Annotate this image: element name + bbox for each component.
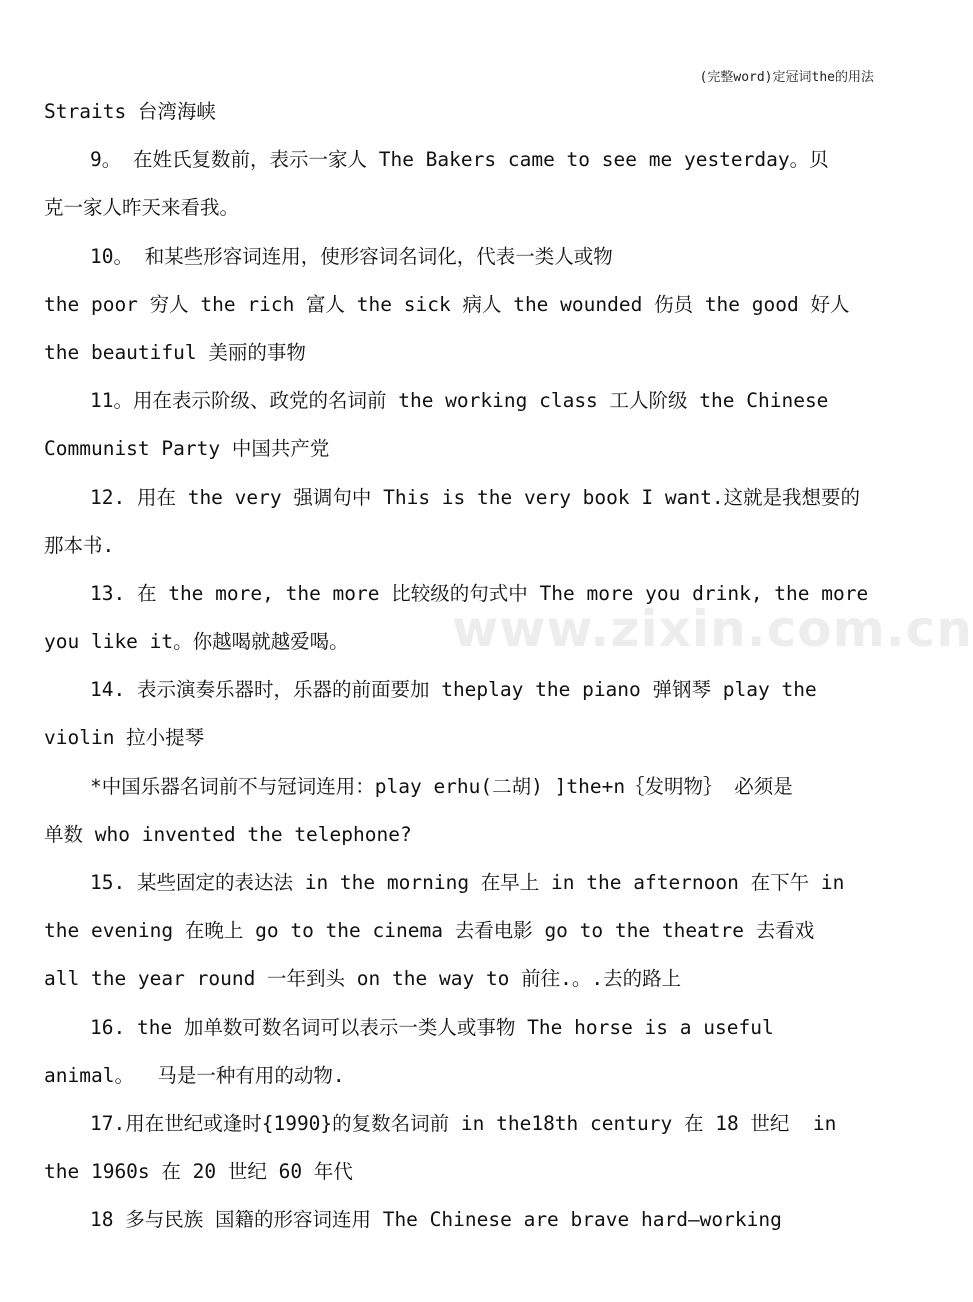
page-header: (完整word)定冠词the的用法 (699, 70, 874, 85)
text-line: 11。用在表示阶级、政党的名词前 the working class 工人阶级 the Chinese (90, 389, 829, 413)
text-line: you like it。你越喝就越爱喝。 (44, 630, 349, 654)
text-line: the beautiful 美丽的事物 (44, 340, 306, 364)
text-line: Straits 台湾海峡 (44, 100, 216, 123)
watermark: www.zixin.com.cn (452, 600, 973, 658)
text-line: violin 拉小提琴 (44, 726, 205, 750)
text-line: all the year round 一年到头 on the way to 前往.。.去的路上 (44, 967, 682, 991)
text-line: 9。 在姓氏复数前，表示一家人 The Bakers came to see me yesterday。贝 (90, 148, 829, 172)
text-line: 16. the 加单数可数名词可以表示一类人或事物 The horse is a useful (90, 1015, 774, 1039)
text-line: 那本书. (44, 533, 115, 557)
text-line: 克一家人昨天来看我。 (44, 196, 240, 220)
text-line: 13. 在 the more, the more 比较级的句式中 The more you drink, the more (90, 581, 869, 605)
text-line: 单数 who invented the telephone? (44, 822, 412, 846)
text-line: the 1960s 在 20 世纪 60 年代 (44, 1160, 353, 1184)
text-line: 14. 表示演奏乐器时，乐器的前面要加 theplay the piano 弹钢琴 play the (90, 678, 817, 702)
text-line: 18 多与民族 国籍的形容词连用 The Chinese are brave hard—working (90, 1208, 782, 1232)
text-line: Communist Party 中国共产党 (44, 437, 330, 461)
text-line: 15. 某些固定的表达法 in the morning 在早上 in the afternoon 在下午 in (90, 871, 845, 894)
text-line: the evening 在晚上 go to the cinema 去看电影 go to the theatre 去看戏 (44, 919, 815, 943)
text-line: animal。 马是一种有用的动物. (44, 1063, 345, 1087)
text-line: *中国乐器名词前不与冠词连用：play erhu(二胡) ]the+n｛发明物｝ 必须是 (90, 774, 793, 798)
text-line: 12. 用在 the very 强调句中 This is the very book I want.这就是我想要的 (90, 485, 861, 509)
text-line: the poor 穷人 the rich 富人 the sick 病人 the wounded 伤员 the good 好人 (44, 292, 850, 316)
text-line: 17.用在世纪或逢时{1990}的复数名词前 in the18th century 在 18 世纪 in (90, 1111, 837, 1135)
text-line: 10。 和某些形容词连用，使形容词名词化，代表一类人或物 (90, 244, 613, 268)
document-body (44, 92, 878, 1249)
